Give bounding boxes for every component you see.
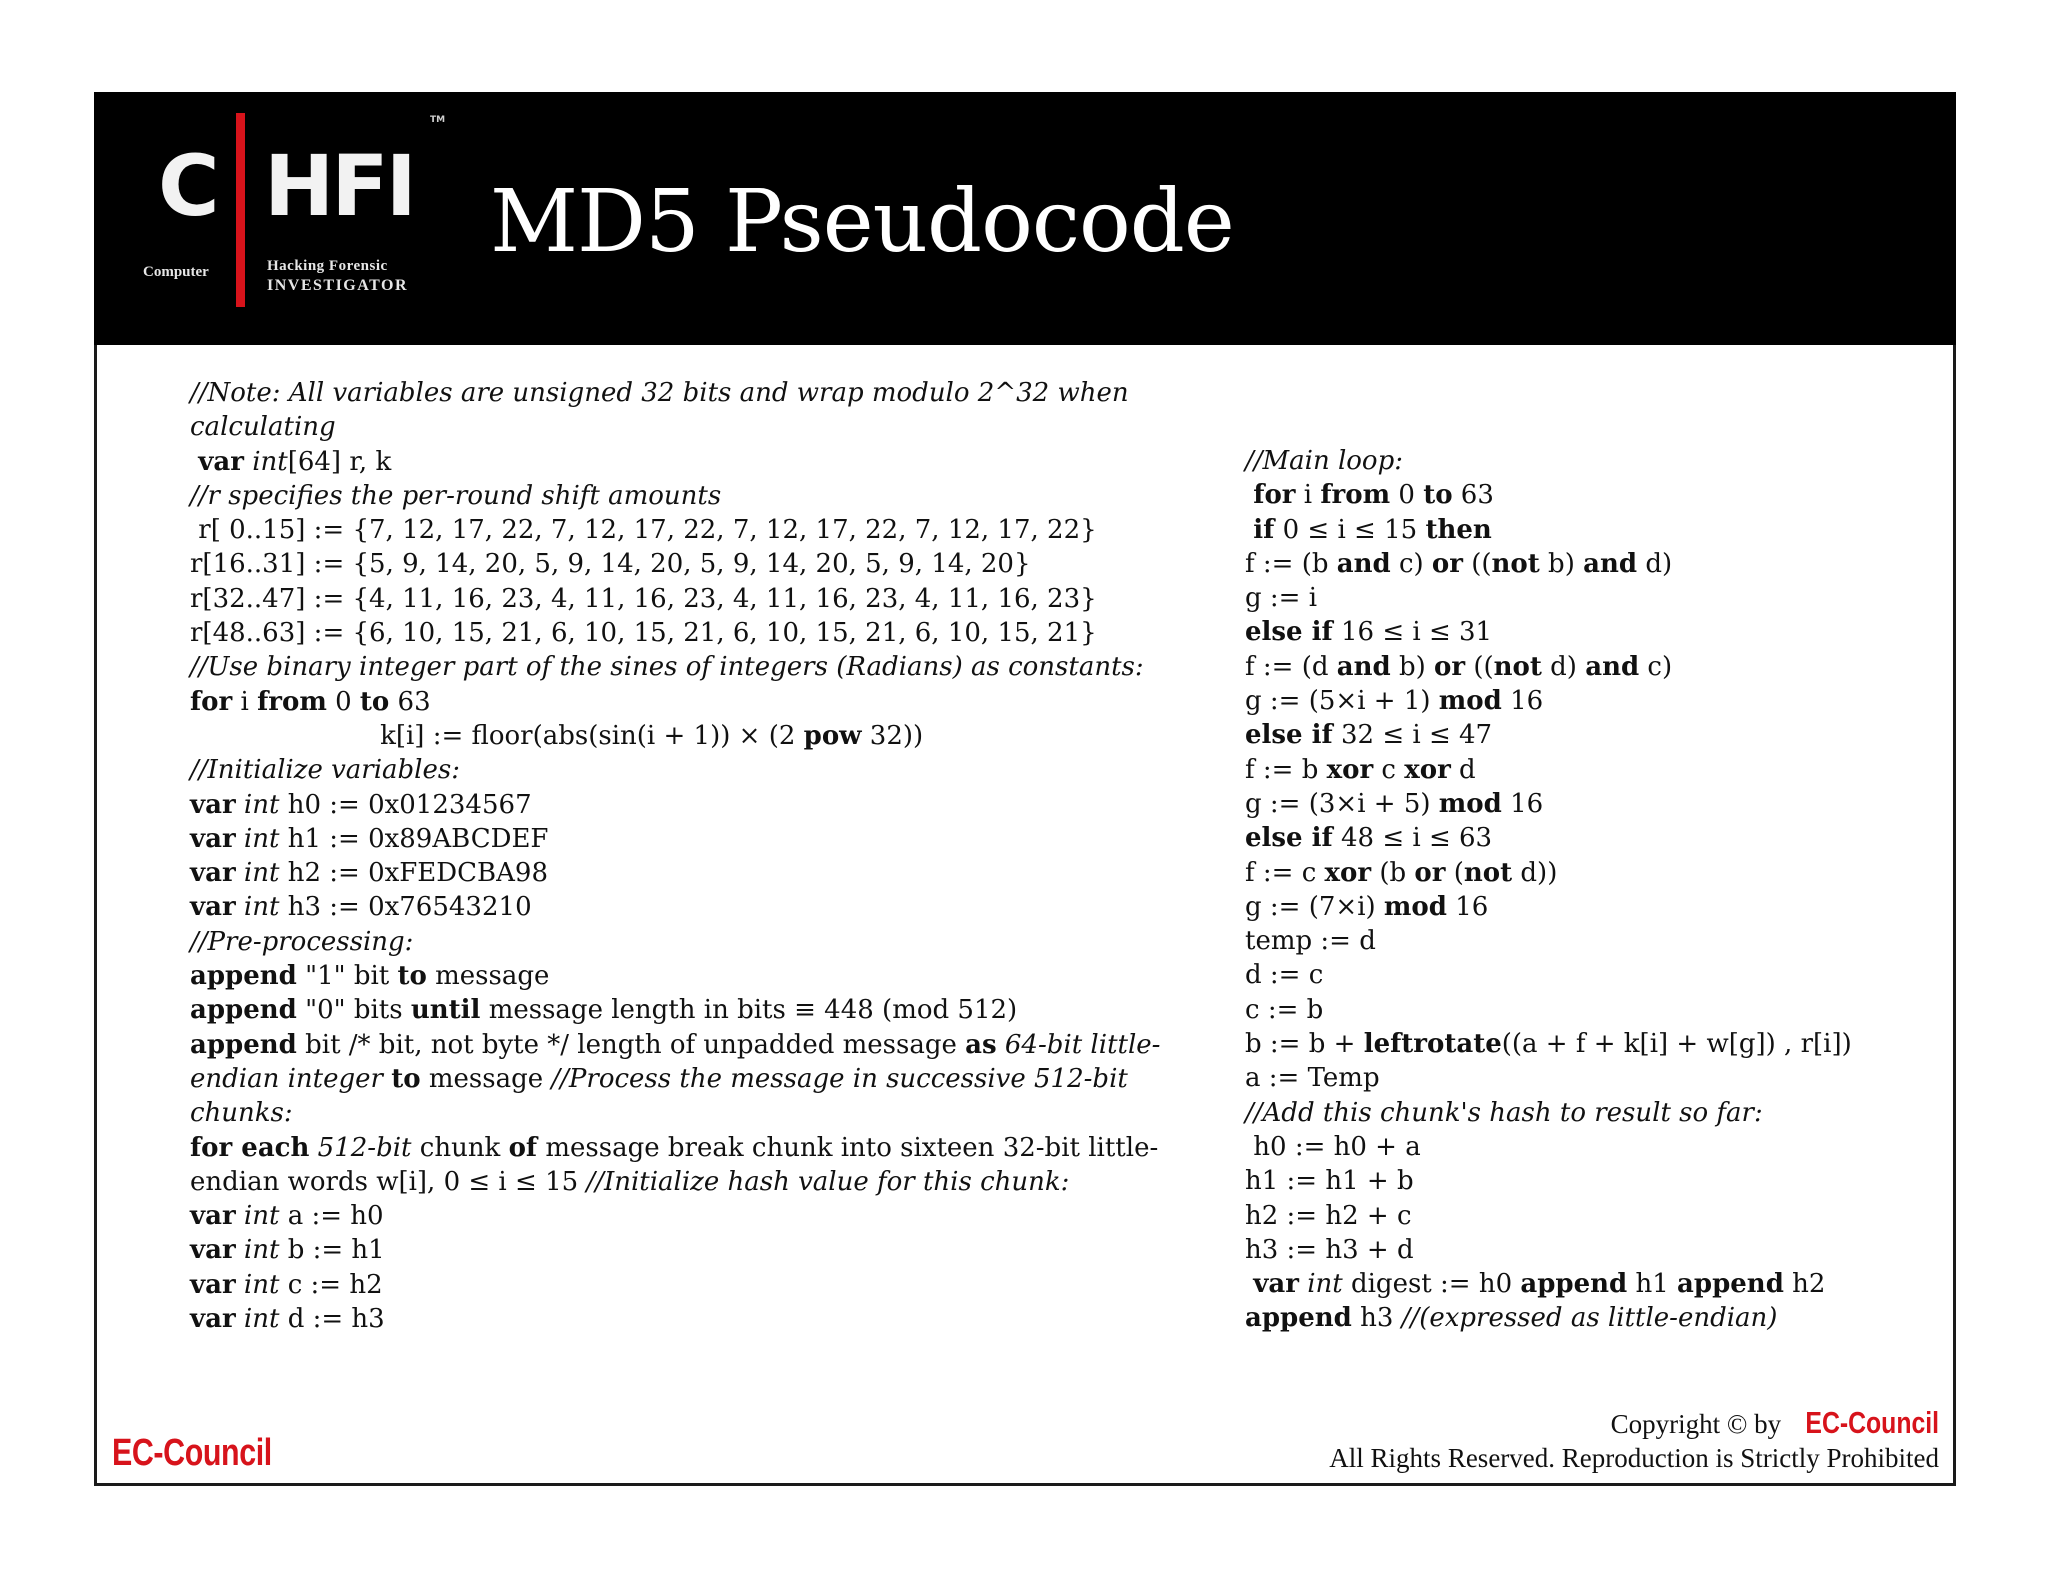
code-text bbox=[236, 1304, 244, 1334]
keyword: var bbox=[190, 1304, 236, 1335]
keyword: xor bbox=[1326, 754, 1374, 785]
code-text: message length in bits ≡ 448 (mod 512) bbox=[480, 995, 1018, 1026]
comment-text: //Initialize hash value for this chunk: bbox=[586, 1166, 1070, 1197]
code-line bbox=[190, 376, 1140, 410]
logo-letter-c: C bbox=[158, 137, 218, 235]
code-text bbox=[236, 858, 244, 888]
code-line bbox=[1245, 547, 1925, 581]
keyword: not bbox=[1491, 548, 1540, 579]
code-line bbox=[1245, 856, 1925, 890]
code-text: temp := d bbox=[1245, 926, 1376, 957]
keyword: append bbox=[190, 995, 297, 1026]
code-text bbox=[236, 1201, 244, 1231]
code-text: d) bbox=[1541, 651, 1586, 682]
code-line bbox=[1245, 993, 1925, 1027]
code-text: ((a + f + k[i] + w[g]) , r[i]) bbox=[1501, 1029, 1852, 1060]
code-text: ( bbox=[1445, 857, 1464, 888]
code-text: r[48..63] := {6, 10, 15, 21, 6, 10, 15, 21, 6, 10, 15, 21, 6, 10, 15, 21} bbox=[190, 618, 1097, 649]
comment-text: int bbox=[243, 892, 280, 923]
comment-text: //Use binary integer part of the sines of integers (Radians) as constants: bbox=[190, 652, 1144, 683]
code-line bbox=[190, 890, 1140, 924]
code-line bbox=[1245, 787, 1925, 821]
page-title: MD5 Pseudocode bbox=[490, 172, 1234, 272]
code-text: g := (3×i + 5) bbox=[1245, 788, 1439, 819]
code-text: (( bbox=[1462, 548, 1492, 579]
code-line bbox=[190, 1028, 1161, 1062]
code-text: d := c bbox=[1245, 960, 1324, 991]
code-line bbox=[1245, 650, 1925, 684]
code-line bbox=[1245, 958, 1925, 992]
copyright-line bbox=[1329, 1406, 1939, 1441]
logo-tagline-1: Hacking Forensic bbox=[267, 258, 388, 274]
comment-text: 512-bit bbox=[317, 1132, 412, 1163]
code-line bbox=[190, 1199, 1140, 1233]
comment-text: int bbox=[243, 1304, 280, 1335]
code-text bbox=[997, 1030, 1005, 1060]
code-text: b := b + bbox=[1245, 1029, 1364, 1060]
keyword: and bbox=[1336, 548, 1391, 579]
code-text: [64] r, k bbox=[287, 446, 392, 477]
code-line bbox=[190, 993, 1140, 1027]
keyword: else if bbox=[1245, 720, 1333, 751]
keyword: for bbox=[1253, 480, 1296, 511]
code-text: d) bbox=[1637, 548, 1673, 579]
code-line bbox=[1245, 1061, 1925, 1095]
code-text bbox=[236, 892, 244, 922]
code-text: digest := h0 bbox=[1342, 1269, 1521, 1300]
keyword: var bbox=[198, 446, 244, 477]
keyword: and bbox=[1336, 651, 1391, 682]
keyword: var bbox=[1253, 1269, 1299, 1300]
comment-text: //Pre-processing: bbox=[190, 926, 414, 957]
keyword: to bbox=[397, 961, 427, 992]
code-line bbox=[1245, 1199, 1925, 1233]
keyword: or bbox=[1431, 548, 1463, 579]
code-text: f := b bbox=[1245, 754, 1327, 785]
code-text: h2 bbox=[1783, 1269, 1826, 1300]
code-text: 48 ≤ i ≤ 63 bbox=[1332, 823, 1493, 854]
code-line bbox=[1245, 581, 1925, 615]
keyword: to bbox=[391, 1063, 421, 1094]
code-text: "0" bits bbox=[296, 995, 411, 1026]
keyword: of bbox=[508, 1132, 538, 1163]
keyword: until bbox=[410, 995, 481, 1026]
comment-text: int bbox=[243, 1269, 280, 1300]
code-text bbox=[236, 824, 244, 854]
code-text: b) bbox=[1390, 651, 1435, 682]
code-text: h2 := h2 + c bbox=[1245, 1200, 1412, 1231]
code-text: g := (7×i) bbox=[1245, 891, 1384, 922]
code-text: endian words w[i], 0 ≤ i ≤ 15 bbox=[190, 1166, 587, 1197]
logo-red-bar bbox=[236, 113, 245, 307]
code-text: g := i bbox=[1245, 583, 1318, 614]
comment-text: //Process the message in successive 512-bit bbox=[551, 1063, 1128, 1094]
comment-text: //(expressed as little-endian) bbox=[1401, 1303, 1778, 1334]
code-line bbox=[190, 685, 1140, 719]
code-text: h0 := h0 + a bbox=[1245, 1131, 1421, 1162]
copyright-notice bbox=[1329, 1406, 1939, 1475]
code-line bbox=[190, 822, 1140, 856]
keyword: else if bbox=[1245, 823, 1333, 854]
keyword: var bbox=[190, 1235, 236, 1266]
code-line bbox=[190, 479, 1140, 513]
keyword: xor bbox=[1404, 754, 1451, 785]
code-text: h3 := h3 + d bbox=[1245, 1234, 1414, 1265]
code-line bbox=[190, 753, 1140, 787]
code-line bbox=[1245, 821, 1925, 855]
code-text: 63 bbox=[389, 686, 431, 717]
code-text: d)) bbox=[1512, 857, 1558, 888]
code-text: c := h2 bbox=[279, 1269, 383, 1300]
code-text: b := h1 bbox=[279, 1235, 385, 1266]
code-line bbox=[1245, 615, 1925, 649]
code-line bbox=[1245, 1164, 1925, 1198]
code-column-right bbox=[1245, 444, 1925, 1336]
code-line bbox=[190, 1302, 1140, 1336]
code-text: h1 bbox=[1627, 1269, 1678, 1300]
code-line bbox=[1245, 890, 1925, 924]
code-line bbox=[190, 582, 1140, 616]
code-text: chunk bbox=[411, 1132, 509, 1163]
keyword: and bbox=[1585, 651, 1640, 682]
comment-text: int bbox=[243, 823, 280, 854]
comment-text: 64-bit little- bbox=[1004, 1029, 1161, 1060]
code-line bbox=[1245, 513, 1925, 547]
comment-text: calculating bbox=[190, 412, 336, 443]
keyword: as bbox=[965, 1029, 997, 1060]
code-text: h1 := 0x89ABCDEF bbox=[279, 823, 549, 854]
keyword: var bbox=[190, 823, 236, 854]
keyword: from bbox=[257, 686, 327, 717]
code-text: i bbox=[232, 686, 258, 717]
code-line bbox=[1245, 924, 1925, 958]
code-text bbox=[244, 447, 252, 477]
keyword: var bbox=[190, 892, 236, 923]
code-column-left bbox=[190, 376, 1161, 1336]
code-line bbox=[190, 719, 1140, 753]
keyword: and bbox=[1583, 548, 1638, 579]
keyword: xor bbox=[1324, 857, 1372, 888]
code-line bbox=[1245, 1027, 1925, 1061]
code-line bbox=[190, 410, 1140, 444]
keyword: for bbox=[190, 686, 233, 717]
code-text bbox=[236, 1235, 244, 1265]
code-line bbox=[190, 1062, 1140, 1096]
code-text: h0 := 0x01234567 bbox=[279, 789, 532, 820]
keyword: or bbox=[1434, 651, 1466, 682]
keyword: leftrotate bbox=[1363, 1029, 1502, 1060]
copyright-brand: EC-Council bbox=[1805, 1405, 1939, 1440]
keyword: var bbox=[190, 1201, 236, 1232]
comment-text: //Note: All variables are unsigned 32 bits and wrap modulo 2^32 when bbox=[190, 378, 1129, 408]
code-line bbox=[190, 1096, 1140, 1130]
code-text: d bbox=[1450, 754, 1476, 785]
logo-word-computer: Computer bbox=[143, 264, 209, 280]
code-text: a := h0 bbox=[279, 1201, 384, 1232]
code-line bbox=[1245, 444, 1925, 478]
keyword: if bbox=[1253, 514, 1275, 545]
code-line bbox=[1245, 684, 1925, 718]
keyword: from bbox=[1320, 480, 1391, 511]
code-text: f := (b bbox=[1245, 548, 1337, 579]
comment-text: //Add this chunk's hash to result so far: bbox=[1245, 1097, 1763, 1128]
code-line bbox=[1245, 478, 1925, 512]
code-text: i bbox=[1295, 480, 1321, 511]
code-text: r[ 0..15] := {7, 12, 17, 22, 7, 12, 17, 22, 7, 12, 17, 22, 7, 12, 17, 22} bbox=[190, 515, 1097, 546]
keyword: append bbox=[190, 961, 297, 992]
code-line bbox=[190, 445, 1140, 479]
code-text: d := h3 bbox=[279, 1304, 385, 1335]
keyword: append bbox=[1245, 1303, 1352, 1334]
comment-text: endian integer bbox=[190, 1063, 383, 1094]
code-text: 63 bbox=[1452, 480, 1494, 511]
code-text: 0 bbox=[326, 686, 360, 717]
code-text: 16 bbox=[1501, 788, 1544, 819]
code-line bbox=[1245, 753, 1925, 787]
code-line bbox=[190, 788, 1140, 822]
keyword: then bbox=[1425, 514, 1492, 545]
code-text: (b bbox=[1371, 857, 1415, 888]
keyword: not bbox=[1493, 651, 1542, 682]
code-text: b) bbox=[1539, 548, 1584, 579]
code-text: h3 := 0x76543210 bbox=[279, 892, 532, 923]
keyword: to bbox=[359, 686, 390, 717]
code-text: h1 := h1 + b bbox=[1245, 1166, 1414, 1197]
code-text bbox=[236, 790, 244, 820]
ec-council-logo: EC-Council bbox=[112, 1432, 272, 1474]
keyword: not bbox=[1463, 857, 1513, 888]
keyword: var bbox=[190, 1269, 236, 1300]
code-text: 0 ≤ i ≤ 15 bbox=[1274, 514, 1426, 545]
code-text: f := c bbox=[1245, 857, 1325, 888]
keyword: to bbox=[1423, 480, 1453, 511]
keyword: mod bbox=[1438, 686, 1502, 717]
code-text bbox=[1299, 1269, 1307, 1299]
code-text: 16 ≤ i ≤ 31 bbox=[1332, 617, 1493, 648]
code-text: c bbox=[1373, 754, 1405, 785]
keyword: else if bbox=[1245, 617, 1333, 648]
comment-text: int bbox=[243, 789, 280, 820]
code-line bbox=[190, 616, 1140, 650]
keyword: mod bbox=[1383, 891, 1447, 922]
code-line bbox=[1245, 1096, 1925, 1130]
chfi-logo bbox=[140, 110, 450, 310]
logo-letters-hfi: HFI bbox=[264, 137, 414, 235]
comment-text: //Main loop: bbox=[1245, 446, 1403, 476]
code-line bbox=[190, 856, 1140, 890]
code-line bbox=[190, 925, 1140, 959]
code-text: a := Temp bbox=[1245, 1063, 1380, 1094]
code-line bbox=[1245, 1233, 1925, 1267]
code-text: 16 bbox=[1446, 891, 1489, 922]
code-text: message bbox=[426, 961, 550, 992]
code-text bbox=[309, 1133, 317, 1163]
keyword: append bbox=[1520, 1269, 1628, 1300]
keyword: for each bbox=[190, 1132, 310, 1163]
code-text: bit /* bit, not byte */ length of unpadded message bbox=[296, 1029, 966, 1060]
code-text: r[16..31] := {5, 9, 14, 20, 5, 9, 14, 20, 5, 9, 14, 20, 5, 9, 14, 20} bbox=[190, 549, 1031, 580]
code-text: "1" bit bbox=[296, 961, 398, 992]
keyword: append bbox=[1677, 1269, 1784, 1300]
comment-text: chunks: bbox=[190, 1098, 293, 1129]
keyword: append bbox=[190, 1029, 297, 1060]
code-line bbox=[190, 959, 1140, 993]
code-line bbox=[190, 1165, 1140, 1199]
code-text: c := b bbox=[1245, 994, 1324, 1025]
code-text: 16 bbox=[1501, 686, 1544, 717]
code-text: 32)) bbox=[861, 720, 924, 751]
code-text: message bbox=[420, 1063, 552, 1094]
keyword: or bbox=[1414, 857, 1446, 888]
code-text: g := (5×i + 1) bbox=[1245, 686, 1439, 717]
code-text: h3 bbox=[1351, 1303, 1402, 1334]
keyword: var bbox=[190, 858, 236, 889]
code-text: 32 ≤ i ≤ 47 bbox=[1332, 720, 1493, 751]
code-text: c) bbox=[1390, 548, 1432, 579]
keyword: pow bbox=[803, 720, 862, 751]
code-text: h2 := 0xFEDCBA98 bbox=[279, 858, 548, 889]
comment-text: int bbox=[243, 1201, 280, 1232]
code-text: f := (d bbox=[1245, 651, 1337, 682]
code-text bbox=[236, 1270, 244, 1300]
code-line bbox=[1245, 1267, 1925, 1301]
code-line bbox=[1245, 1301, 1925, 1335]
comment-text: int bbox=[243, 858, 280, 889]
code-line bbox=[1245, 1130, 1925, 1164]
code-line bbox=[190, 650, 1144, 684]
comment-text: int bbox=[252, 446, 288, 477]
comment-text: int bbox=[243, 1235, 280, 1266]
code-text: message break chunk into sixteen 32-bit little- bbox=[537, 1132, 1159, 1163]
rights-line: All Rights Reserved. Reproduction is Strictly Prohibited bbox=[1329, 1443, 1939, 1473]
code-text: c) bbox=[1639, 651, 1673, 682]
logo-tagline-2: INVESTIGATOR bbox=[267, 277, 408, 294]
code-line bbox=[190, 1268, 1140, 1302]
trademark-mark: TM bbox=[430, 115, 446, 125]
code-line bbox=[190, 1131, 1159, 1165]
code-text: r[32..47] := {4, 11, 16, 23, 4, 11, 16, 23, 4, 11, 16, 23, 4, 11, 16, 23} bbox=[190, 583, 1097, 614]
copyright-prefix: Copyright © by bbox=[1610, 1409, 1782, 1439]
keyword: var bbox=[190, 789, 236, 820]
comment-text: //r specifies the per-round shift amounts bbox=[190, 480, 722, 511]
code-line bbox=[190, 513, 1140, 547]
code-line bbox=[1245, 718, 1925, 752]
code-text bbox=[383, 1064, 391, 1094]
comment-text: //Initialize variables: bbox=[190, 755, 460, 786]
keyword: mod bbox=[1438, 788, 1502, 819]
code-line bbox=[190, 547, 1140, 581]
code-line bbox=[190, 1233, 1140, 1267]
code-text: (( bbox=[1465, 651, 1494, 682]
code-text: k[i] := floor(abs(sin(i + 1)) × (2 bbox=[190, 720, 804, 751]
code-text: 0 bbox=[1390, 480, 1424, 511]
comment-text: int bbox=[1307, 1269, 1343, 1300]
